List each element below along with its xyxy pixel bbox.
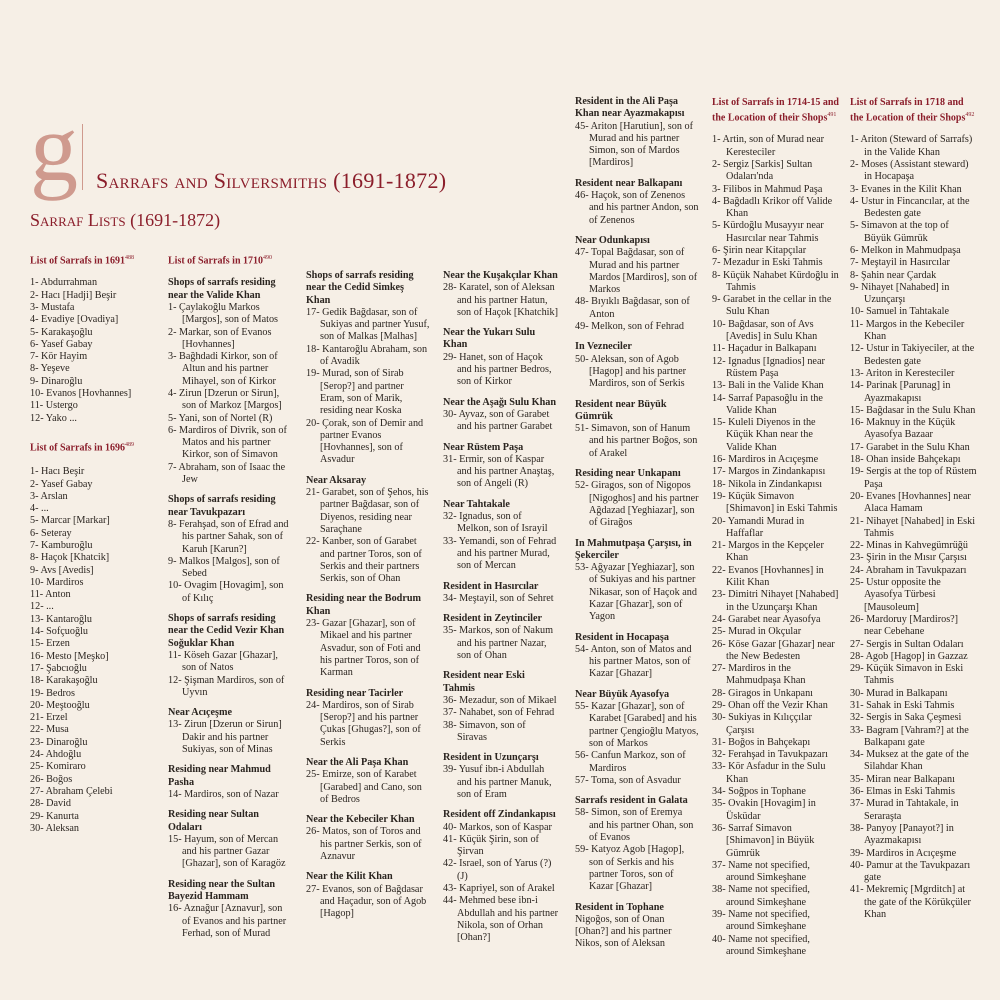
list-item: 34- Soğpos in Tophane <box>712 786 806 798</box>
list-item: 13- Zirun [Dzerun or Sirun] Dakir and his partner Sukiyas, son of Minas <box>168 719 282 756</box>
list-item: 17- Gedik Bağdasar, son of Sukiyas and partner Yusuf, son of Malkas [Malhas] <box>306 306 430 343</box>
list-item: 2- Hacı [Hadji] Beşir <box>30 289 117 301</box>
list-item: 11- Ustergo <box>30 400 78 412</box>
list-item: 3- Bağhdadi Kirkor, son of Altun and his partner Mihayel, son of Kirkor <box>168 351 278 387</box>
list-item: 46- Haçok, son of Zenenos and his partner Andon, son of Zenenos <box>575 190 699 226</box>
group-heading: Sarrafs resident in Galata <box>575 795 688 807</box>
list-item: 5- Marcar [Markar] <box>30 515 110 527</box>
logo-divider <box>82 124 83 190</box>
list-item: 39- Name not specified, around Simkeşhane <box>712 909 810 933</box>
group-heading: Near Aksaray <box>306 474 367 486</box>
list-item: 29- Kanurta <box>30 810 79 822</box>
list-item: 17- Garabet in the Sulu Khan <box>850 441 970 453</box>
list-title-1710: List of Sarrafs in 1710$^{490}$ <box>168 255 272 267</box>
list-item: 9- Nihayet [Nahabed] in Uzunçarşı <box>850 281 950 306</box>
group-heading: Resident in Uzunçarşı <box>443 752 539 764</box>
list-item: 11- Margos in the Kebeciler Khan <box>850 318 965 343</box>
list-item: 13- Kantaroğlu <box>30 613 92 625</box>
list-1691 <box>30 277 156 425</box>
list-item: 39- Yusuf ibn-i Abdullah and his partner Manuk, son of Eram <box>443 764 552 800</box>
list-item: 33- Bagram [Vahram?] at the Balkapanı gate <box>850 724 969 748</box>
list-item: 5- Kürdoğlu Musayyır near Hasırcılar near Tahmis <box>712 220 824 244</box>
list-item: 6- Melkon in Mahmudpaşa <box>850 245 961 256</box>
list-item: 27- Sergis in Sultan Odaları <box>850 638 964 650</box>
list-item: 53- Ağyazar [Yeghiazar], son of Sukiyas and his partner Nikasar, son of Haçok and Kazar [Ghazar], son of Yagon <box>575 562 697 623</box>
list-item: 13- Ariton in Keresteciler <box>850 367 955 379</box>
list-item: 56- Canfun Markoz, son of Mardiros <box>575 750 686 774</box>
list-item: 36- Mezadur, son of Mikael <box>443 694 557 706</box>
list-item: 45- Ariton [Harutiun], son of Murad and his partner Simon, son of Mardos [Mardiros] <box>575 120 693 169</box>
list-item: 10- Evanos [Hovhannes] <box>30 388 132 399</box>
list-item: 1- Ariton (Steward of Sarrafs) in the Valide Khan <box>850 134 973 158</box>
list-item: 22- Minas in Kahvegümrüğü <box>850 540 968 552</box>
list-item: 9- Malkos [Malgos], son of Sebed <box>168 555 280 580</box>
list-item: 33- Yemandi, son of Fehrad and his partner Murad, son of Mercan <box>443 535 557 572</box>
list-item: 28- Agob [Hagop] in Gazzaz <box>850 650 968 662</box>
list-item: 38- Simavon, son of Siravas <box>443 719 526 743</box>
list-item: 32- Sergis in Saka Çeşmesi <box>850 712 962 724</box>
group-heading: Residing near Tacirler <box>306 687 404 699</box>
column-1 <box>30 252 156 892</box>
list-item: 16- Mesto [Meşko] <box>30 650 109 662</box>
list-item: 57- Toma, son of Asvadur <box>575 774 681 786</box>
list-item: 23- Dinaroğlu <box>30 736 88 748</box>
list-1696 <box>30 466 156 835</box>
list-item: 31- Sahak in Eski Tahmis <box>850 699 955 711</box>
list-item: 36- Elmas in Eski Tahmis <box>850 786 955 798</box>
list-item: 32- Ignadus, son of Melkon, son of Israyil <box>443 511 548 535</box>
group-heading: Shops of sarrafs residing near the Valide Khan <box>168 277 276 301</box>
list-item: 29- Ohan off the Vezir Khan <box>712 699 828 711</box>
group-heading: Resident in Tophane <box>575 901 664 913</box>
list-item: 30- Aleksan <box>30 822 79 834</box>
list-item: 5- Simavon at the top of Büyük Gümrük <box>850 220 949 244</box>
list-item: 30- Ayvaz, son of Garabet and his partner Garabet <box>443 408 553 433</box>
group-heading: Resident near Balkapanı <box>575 177 683 189</box>
list-item: 25- Murad in Okçular <box>712 626 802 638</box>
group-heading: Residing near the Bodrum Khan <box>306 593 421 617</box>
list-item: 28- Karatel, son of Aleksan and his partner Hatun, son of Haçok [Khatchik] <box>443 282 558 318</box>
list-item: 7- Mezadur in Eski Tahmis <box>712 257 823 269</box>
group-heading: Resident in Zeytinciler <box>443 613 543 625</box>
list-item: 48- Bıyıklı Bağdasar, son of Anton <box>575 296 690 320</box>
list-1714 <box>712 134 840 958</box>
list-item: 12- Şişman Mardiros, son of Uyvın <box>168 674 285 698</box>
group-heading: Near the Kuşakçılar Khan <box>443 270 558 281</box>
list-item: 24- Mardiros, son of Sirab [Serop?] and his partner Çukas [Ghugas?], son of Serkis <box>306 699 421 748</box>
list-title-1714: List of Sarrafs in 1714-15 and the Location of their Shops$^{491}$ <box>712 97 839 124</box>
list-item: 55- Kazar [Ghazar], son of Karabet [Garabed] and his partner Çengioğlu Matyos, son of Markos <box>575 701 699 749</box>
list-item: 18- Kantaroğlu Abraham, son of Avadik <box>306 343 428 368</box>
list-item: 34- Muksez at the gate of the Silahdar Khan <box>850 749 969 773</box>
list-item: 11- Haçadur in Balkapanı <box>712 343 817 355</box>
list-item: 9- Avs [Avedis] <box>30 564 94 576</box>
column-3 <box>306 270 430 920</box>
group-heading: Near Tahtakale <box>443 498 510 510</box>
group-heading: Residing near the Sultan Bayezid Hammam <box>168 878 276 902</box>
list-title-1691: List of Sarrafs in 1691$^{488}$ <box>30 255 134 267</box>
list-item: 39- Mardiros in Acıçeşme <box>850 847 957 859</box>
list-item: 20- Yamandi Murad in Haffaflar <box>712 515 805 539</box>
list-title-1696: List of Sarrafs in 1696$^{489}$ <box>30 441 134 454</box>
group-heading: Resident off Zindankapısı <box>443 809 556 821</box>
plain-entry: Nigoğos, son of Onan [Ohan?] and his partner Nikos, son of Aleksan <box>575 913 672 950</box>
list-item: 38- Name not specified, around Simkeşhane <box>712 884 810 908</box>
list-item: 18- Karakaşoğlu <box>30 675 98 687</box>
group-heading: Residing near Mahmud Pasha <box>168 764 271 788</box>
section-title: Sarraf Lists (1691-1872) <box>30 210 221 230</box>
group-heading: In Mahmutpaşa Çarşısı, in Şekerciler <box>575 537 692 561</box>
list-item: 27- Abraham Çelebi <box>30 785 113 797</box>
list-item: 27- Mardiros in the Mahmudpaşa Khan <box>712 663 806 687</box>
list-item: 35- Markos, son of Nakum and his partner Nazar, son of Ohan <box>443 625 554 662</box>
list-item: 32- Ferahşad in Tavukpazarı <box>712 749 828 761</box>
list-item: 16- Aznağur [Aznavur], son of Evanos and his partner Ferhad, son of Murad <box>168 903 287 939</box>
group-heading: Resident in Hocapaşa <box>575 631 669 643</box>
list-item: 41- Küçük Şirin, son of Şirvan <box>443 833 539 858</box>
list-item: 4- Bağdadlı Krikor off Valide Khan <box>712 195 833 220</box>
list-item: 17- Margos in Zindankapısı <box>712 466 826 478</box>
group-heading: Near the Ali Paşa Khan <box>306 756 409 768</box>
list-item: 19- Murad, son of Sirab [Serop?] and partner Eram, son of Marik, residing near Koska <box>306 368 404 417</box>
list-item: 23- Dimitri Nihayet [Nahabed] in the Uzunçarşı Khan <box>712 589 839 613</box>
list-item: 6- Seteray <box>30 527 72 539</box>
list-1710 <box>168 277 292 940</box>
list-item: 37- Nahabet, son of Fehrad <box>443 707 555 719</box>
list-item: 25- Ustur opposite the Ayasofya Türbesi [Mausoleum] <box>850 577 941 613</box>
list-item: 31- Boğos in Bahçekapı <box>712 736 811 748</box>
logo-letter: g <box>30 94 78 201</box>
list-item: 8- Ferahşad, son of Efrad and his partner Sahak, son of Karuh [Karun?] <box>168 518 289 555</box>
column-2 <box>168 252 292 939</box>
list-item: 6- Yasef Gabay <box>30 338 93 350</box>
list-item: 20- Çorak, son of Demir and partner Evanos [Hovhannes], son of Asvadur <box>306 417 424 466</box>
list-item: 44- Mehmed bese ibn-i Abdullah and his partner Nikola, son of Orhan [Ohan?] <box>443 895 558 944</box>
list-item: 5- Karakaşoğlu <box>30 326 93 338</box>
list-item: 15- Erzen <box>30 638 70 650</box>
list-item: 2- Markar, son of Evanos [Hovhannes] <box>168 326 272 350</box>
list-item: 5- Yani, son of Nortel (R) <box>168 412 273 424</box>
column-7 <box>850 97 978 921</box>
list-item: 22- Kanber, son of Garabet and partner Toros, son of Serkis and their partners Serkis, son of Ohan <box>306 536 422 585</box>
list-item: 1- Hacı Beşir <box>30 466 85 478</box>
group-heading: In Vezneciler <box>575 341 632 353</box>
list-item: 6- Şirin near Kitapçılar <box>712 245 807 256</box>
group-heading: Near the Kebeciler Khan <box>306 814 415 826</box>
list-item: 9- Garabet in the cellar in the Sulu Khan <box>712 294 832 318</box>
list-item: 8- Haçok [Khatcik] <box>30 552 110 564</box>
list-item: 9- Dinaroğlu <box>30 375 83 387</box>
list-item: 38- Panyoy [Panayot?] in Ayazmakapısı <box>850 822 954 847</box>
group-heading: Near Odunkapısı <box>575 234 650 246</box>
list-item: 22- Evanos [Hovhannes] in Kilit Khan <box>712 564 824 589</box>
list-item: 15- Hayum, son of Mercan and his partner Gazar [Ghazar], son of Karagöz <box>168 833 286 870</box>
list-item: 10- Bağdasar, son of Avs [Avedis] in Sulu Khan <box>712 318 818 343</box>
list-item: 3- Mustafa <box>30 301 75 313</box>
list-item: 11- Köseh Gazar [Ghazar], son of Natos <box>168 649 278 674</box>
list-item: 29- Küçük Simavon in Eski Tahmis <box>850 663 964 687</box>
group-heading: Near Acıçeşme <box>168 707 233 719</box>
list-item: 35- Miran near Balkapanı <box>850 773 955 785</box>
list-1718 <box>850 134 978 921</box>
list-item: 3- Filibos in Mahmud Paşa <box>712 183 823 195</box>
list-item: 24- Ahdoğlu <box>30 749 82 761</box>
list-item: 18- Nikola in Zindankapısı <box>712 478 823 490</box>
group-heading: Resident in Hasırcılar <box>443 580 539 592</box>
list-item: 19- Bedros <box>30 687 75 699</box>
list-item: 7- Abraham, son of Isaac the Jew <box>168 461 286 486</box>
list-item: 4- Evadiye [Ovadiya] <box>30 314 119 326</box>
list-item: 1- Artin, son of Murad near Keresteciler <box>712 134 825 158</box>
list-item: 4- ... <box>30 503 49 515</box>
list-1710-cont-a <box>306 270 430 921</box>
list-item: 15- Kuleli Diyenos in the Küçük Khan near the Valide Khan <box>712 417 816 453</box>
group-heading: Near Büyük Ayasofya <box>575 688 670 700</box>
group-heading: Shops of sarrafs residing near the Cedid Vezir Khan Soğuklar Khan <box>168 613 285 649</box>
column-4 <box>443 270 558 944</box>
list-item: 8- Küçük Nahabet Kürdoğlu in Tahmis <box>712 269 839 293</box>
group-heading: Near the Kilit Khan <box>306 871 393 883</box>
list-item: 21- Garabet, son of Şehos, his partner Bağdasar, son of Diyenos, residing near Saraçhane <box>306 487 429 535</box>
list-item: 16- Mardiros in Acıçeşme <box>712 454 819 466</box>
list-item: 24- Garabet near Ayasofya <box>712 613 821 625</box>
list-item: 23- Şirin in the Mısır Çarşısı <box>850 552 967 564</box>
list-item: 36- Sarraf Simavon [Shimavon] in Büyük Gümrük <box>712 822 815 859</box>
list-item: 26- Mardoruy [Mardiros?] near Cebehane <box>850 613 959 638</box>
list-item: 21- Margos in the Kepçeler Khan <box>712 540 824 564</box>
list-item: 10- Mardiros <box>30 576 84 588</box>
page-title: Sarrafs and Silversmiths (1691-1872) <box>96 168 447 193</box>
list-item: 2- Yasef Gabay <box>30 478 93 490</box>
list-item: 3- Evanes in the Kilit Khan <box>850 183 962 195</box>
list-item: 6- Mardiros of Divrik, son of Matos and his partner Kirkor, son of Simavon <box>168 424 287 461</box>
list-item: 28- David <box>30 798 72 810</box>
list-item: 10- Samuel in Tahtakale <box>850 306 949 318</box>
list-item: 4- Zirun [Dzerun or Sirun], son of Markoz [Margos] <box>168 388 282 412</box>
list-item: 8- Yeşeve <box>30 363 70 375</box>
list-item: 12- Ignadus [Ignadios] near Rüstem Paşa <box>712 355 825 379</box>
list-item: 24- Abraham in Tavukpazarı <box>850 564 967 576</box>
list-item: 28- Giragos in Unkapanı <box>712 687 814 699</box>
list-1710-cont-b <box>443 270 558 945</box>
list-item: 54- Anton, son of Matos and his partner Matos, son of Kazar [Ghazar] <box>575 643 692 680</box>
list-item: 13- Bali in the Valide Khan <box>712 380 824 392</box>
list-item: 40- Markos, son of Kaspar <box>443 821 552 833</box>
list-item: 37- Murad in Tahtakale, in Seraraşta <box>850 798 959 822</box>
list-item: 19- Sergis at the top of Rüstem Paşa <box>850 466 977 490</box>
list-item: 27- Evanos, son of Bağdasar and Haçadur, son of Agob [Hagop] <box>306 883 427 920</box>
list-item: 16- Maknuy in the Küçük Ayasofya Bazaar <box>850 417 956 441</box>
list-item: 34- Meştayil, son of Sehret <box>443 592 554 604</box>
list-item: 35- Ovakin [Hovagim] in Üsküdar <box>712 798 816 822</box>
list-item: 21- Erzel <box>30 712 68 724</box>
list-item: 47- Topal Bağdasar, son of Murad and his partner Mardos [Mardiros], son of Markos <box>575 247 698 296</box>
list-item: 50- Aleksan, son of Agob [Hagop] and his partner Mardiros, son of Serkis <box>575 353 687 390</box>
list-item: 12- ... <box>30 601 54 613</box>
list-title-1718: List of Sarrafs in 1718 and the Location of their Shops$^{492}$ <box>850 97 975 124</box>
group-heading: Resident in the Ali Paşa Khan near Ayazmakapısı <box>575 96 685 120</box>
list-item: 23- Gazar [Ghazar], son of Mikael and his partner Asvadur, son of Foti and his partner Toros, son of Karman <box>306 618 421 679</box>
list-item: 7- Kör Hayim <box>30 351 88 363</box>
group-heading: Near Rüstem Paşa <box>443 441 524 453</box>
list-item: 40- Name not specified, around Simkeşhane <box>712 933 810 957</box>
list-item: 2- Sergiz [Sarkis] Sultan Odaları'nda <box>712 158 813 183</box>
list-item: 58- Simon, son of Eremya and his partner Ohan, son of Evanos <box>575 807 694 844</box>
list-item: 14- Sarraf Papasoğlu in the Valide Khan <box>712 392 823 416</box>
group-heading: Shops of sarrafs residing near the Cedid Simkeş Khan <box>306 270 414 306</box>
list-item: 30- Sukiyas in Kılıççılar Çarşısı <box>712 712 812 736</box>
list-item: 33- Kör Asfadur in the Sulu Khan <box>712 761 826 785</box>
group-heading: Near the Aşağı Sulu Khan <box>443 396 557 408</box>
list-item: 29- Hanet, son of Haçok and his partner Bedros, son of Kirkor <box>443 351 552 388</box>
list-item: 7- Meştayil in Hasırcılar <box>850 257 950 269</box>
list-item: 49- Melkon, son of Fehrad <box>575 321 684 333</box>
list-item: 52- Giragos, son of Nigopos [Nigoghos] and his partner Ağdazad [Yeghiazar], son of Girağos <box>575 480 699 529</box>
group-heading: Residing near Unkapanı <box>575 468 681 480</box>
list-item: 12- Ustur in Takiyeciler, at the Bedesten gate <box>850 343 975 367</box>
list-item: 2- Moses (Assistant steward) in Hocapaşa <box>850 158 969 183</box>
list-item: 10- Ovagim [Hovagim], son of Kılıç <box>168 580 284 604</box>
list-item: 21- Nihayet [Nahabed] in Eski Tahmis <box>850 515 976 539</box>
list-item: 31- Ermir, son of Kaspar and his partner Anaştaş, son of Angeli (R) <box>443 453 555 490</box>
list-item: 30- Murad in Balkapanı <box>850 687 948 699</box>
list-item: 43- Kapriyel, son of Arakel <box>443 883 555 895</box>
list-item: 8- Şahin near Çardak <box>850 269 937 281</box>
column-6 <box>712 97 840 957</box>
list-item: 26- Matos, son of Toros and his partner Serkis, son of Aznavur <box>306 826 422 863</box>
list-item: 4- Ustur in Fincancılar, at the Bedesten gate <box>850 195 970 220</box>
list-item: 15- Bağdasar in the Sulu Khan <box>850 404 976 416</box>
list-item: 22- Musa <box>30 724 69 736</box>
list-item: 19- Küçük Simavon [Shimavon] in Eski Tahmis <box>712 490 838 515</box>
list-item: 17- Şabcıoğlu <box>30 662 87 674</box>
list-item: 41- Mekremiç [Mgrditch] at the gate of the Körükçüler Khan <box>850 884 971 921</box>
list-item: 59- Katyoz Agob [Hagop], son of Serkis and his partner Toros, son of Kazar [Ghazar] <box>575 844 685 893</box>
list-item: 14- Mardiros, son of Nazar <box>168 788 279 800</box>
group-heading: Near the Yukarı Sulu Khan <box>443 327 536 351</box>
list-item: 51- Simavon, son of Hanum and his partner Boğos, son of Arakel <box>575 423 698 459</box>
list-item: 42- Israel, son of Yarus (?) (J) <box>443 858 552 882</box>
list-item: 1- Abdurrahman <box>30 277 98 289</box>
group-heading: Resident near Büyük Gümrük <box>575 398 667 422</box>
list-item: 20- Evanes [Hovhannes] near Alaca Hamam <box>850 490 971 515</box>
list-item: 40- Pamur at the Tavukpazarı gate <box>850 859 971 884</box>
list-item: 7- Kamburoğlu <box>30 540 93 551</box>
list-item: 25- Komiraro <box>30 761 86 773</box>
list-1710-cont-c <box>575 96 699 951</box>
list-item: 26- Boğos <box>30 773 73 785</box>
list-item: 14- Parinak [Parunag] in Ayazmakapısı <box>850 380 951 404</box>
column-5 <box>575 96 699 950</box>
list-item: 37- Name not specified, around Simkeşhane <box>712 859 810 884</box>
list-item: 3- Arslan <box>30 490 68 502</box>
list-item: 26- Köse Gazar [Ghazar] near the New Bedesten <box>712 638 835 662</box>
list-item: 11- Anton <box>30 589 71 601</box>
list-item: 12- Yako ... <box>30 412 77 424</box>
list-item: 20- Meştooğlu <box>30 699 90 711</box>
group-heading: Resident near Eski Tahmis <box>443 670 525 694</box>
list-item: 14- Sofçuoğlu <box>30 626 89 638</box>
list-item: 25- Emirze, son of Karabet [Garabed] and Cano, son of Bedros <box>306 769 422 805</box>
group-heading: Residing near Sultan Odaları <box>168 809 259 833</box>
group-heading: Shops of sarrafs residing near Tavukpazarı <box>168 494 276 518</box>
list-item: 1- Çayl‌akoğlu Markos [Margos], son of Matos <box>168 301 279 326</box>
list-item: 18- Ohan inside Bahçekapı <box>850 454 961 466</box>
